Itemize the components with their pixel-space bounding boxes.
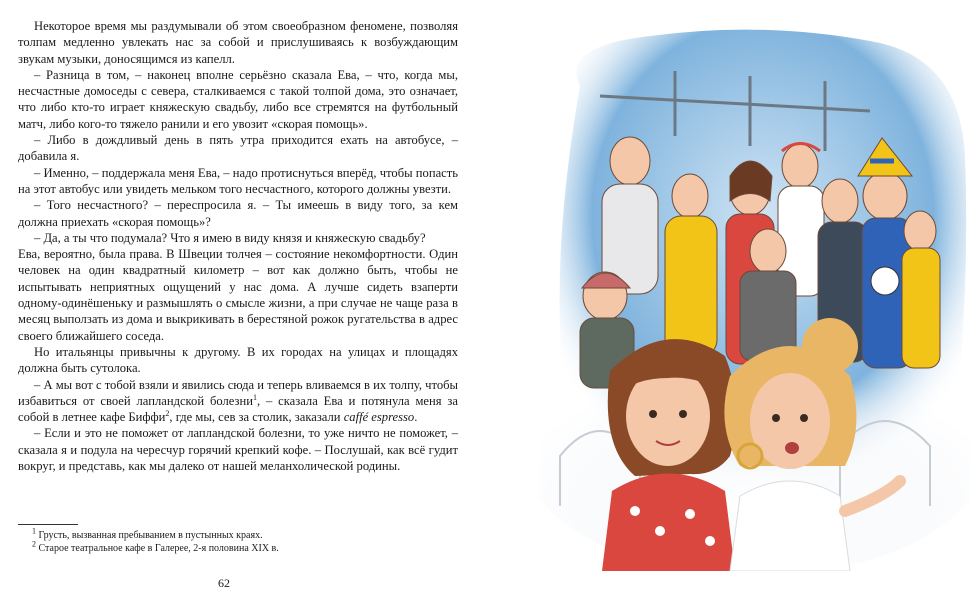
- footnote-1: [18, 526, 458, 542]
- paragraph-part: – А мы вот с тобой взяли и явились сюда и теперь вливаемся в их толпу, чтобы избавиться от своей лапландской болезни: [18, 377, 458, 408]
- left-page: [0, 0, 470, 600]
- footnote-text: Грусть, вызванная пребыванием в пустынных краях.: [38, 530, 263, 541]
- paragraph: Ева, вероятно, была права. В Швеции толчея – состояние некомфортности. Один человек на один квадратный километр – вот как должно быть, чтобы не испытывать неприятных ощущений у нас дома. А лучше сидеть взаперти одному-одинёшеньку и размышлять о смысле жизни, а при случае не чаще раза в месяц выползать из дома и выкрикивать в берестяной рожок ругательства в адрес своего ближайшего соседа.: [18, 247, 458, 343]
- italic-phrase: caffé espresso: [343, 410, 415, 425]
- footnote-2: [18, 539, 458, 555]
- paragraph: – Да, а ты что подумала? Что я имею в виду князя и княжескую свадьбу?: [34, 230, 426, 245]
- footnote-ref-2[interactable]: 2: [165, 408, 170, 418]
- footnote-ref-1[interactable]: 1: [252, 392, 257, 402]
- paragraph: – Если и это не поможет от лапландской болезни, то уже ничто не поможет, – сказала я и подула на чересчур горячий крепкий кофе. – Послушай, как всё гудит вокруг, и представь, как мы далеко от нашей меланхолической родины.: [18, 426, 458, 474]
- paragraph: Некоторое время мы раздумывали об этом своеобразном феномене, позволяя толпам медленно увлекать нас за собой и прислушиваясь к возбуждающим звукам музыки, доносящимся из капелл.: [18, 19, 458, 66]
- paragraph-part: , где мы, сев за столик, заказали: [169, 410, 344, 425]
- paragraph: – Того несчастного? – переспросила я. – Ты имеешь в виду того, за кем должна приехать «скорая помощь»?: [18, 198, 458, 229]
- brunette-woman: [602, 339, 736, 571]
- paragraph: – Разница в том, – наконец вполне серьёзно сказала Ева, – что, когда мы, несчастные домоседы с севера, сталкиваемся с такой толпой дома, это означает, что либо кто-то играет княжескую свадьбу, либо все стремятся на футбольный матч, либо кого-то тяжело ранили и его увозит «скорая помощь».: [18, 67, 458, 131]
- footnote-number: 2: [32, 539, 36, 549]
- paragraph: Но итальянцы привычны к другому. В их городах на улицах и площадях должна быть сутолока.: [18, 344, 458, 376]
- paragraph-with-footnotes: [18, 377, 458, 426]
- paragraph-part: , – сказала Ева и потянула меня за собой в летнее кафе Биффи: [18, 393, 458, 425]
- paragraph-part: .: [414, 410, 418, 425]
- footnote-divider: [18, 524, 78, 525]
- page-number: 62: [218, 576, 230, 590]
- footnote-number: 1: [32, 526, 36, 536]
- body-text: [18, 18, 458, 474]
- footnote-text: Старое театральное кафе в Галерее, 2-я половина XIX в.: [38, 543, 279, 554]
- paragraph: – Либо в дождливый день в пять утра приходится ехать на автобусе, – добавила я.: [18, 133, 458, 164]
- paragraph: – Именно, – поддержала меня Ева, – надо протиснуться вперёд, чтобы попасть на этот автобус или увидеть мельком того несчастного, которого должны увезти.: [18, 165, 458, 196]
- footnotes: [18, 524, 458, 555]
- crowd-illustration: [540, 26, 970, 571]
